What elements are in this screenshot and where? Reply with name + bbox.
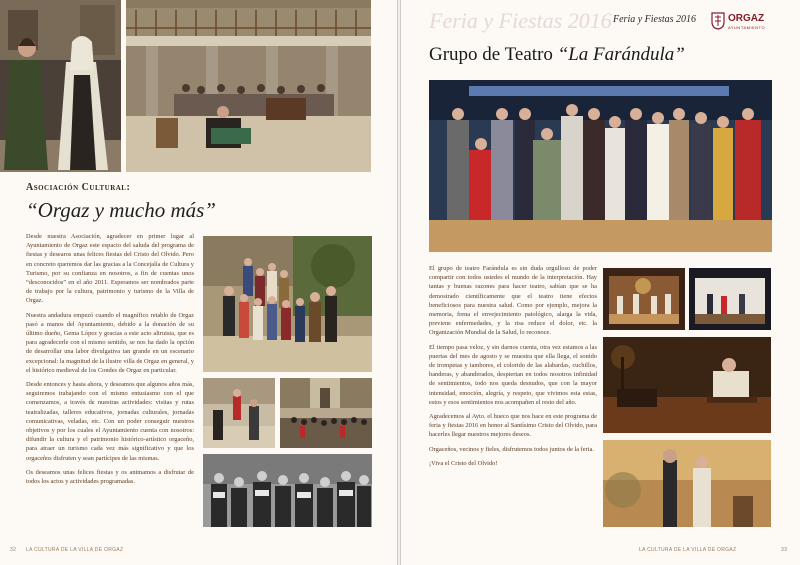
left-paragraph: Os deseamos unas felices fiestas y os animamos a disfrutar de todos los actos y actividades programadas. xyxy=(26,468,194,486)
photo-theatre-cast xyxy=(429,80,772,252)
photo-group-steps xyxy=(203,236,372,372)
title-prefix: Grupo de Teatro xyxy=(429,44,558,65)
coat-of-arms-icon xyxy=(711,12,725,30)
title-group-name: “La Farándula” xyxy=(557,44,685,65)
left-paragraph: Desde nuestra Asociación, agradecer en primer lugar al Ayuntamiento de Orgaz este espacio del saluda del programa de fiestas y desearos unas felices fiestas del Cristo del Olvido. Pero en concreto queremos dar las gracias a la Concejalía de Cultura y Turismo, por su confianza en nosotros, a fin de cuentas unos “desconocidos” en el año 2011. Esperamos ser nombrados parte de trabajo por la cultura, patrimonio y turismo de la Villa de Orgaz. xyxy=(26,233,194,305)
photo-courtyard-theatre xyxy=(126,0,371,172)
photo-bw-group xyxy=(203,454,372,527)
logo-name: ORGAZ xyxy=(728,13,765,24)
header-label: Feria y Fiestas 2016 xyxy=(613,14,697,25)
left-page xyxy=(0,0,397,565)
article-headline: “Orgaz y mucho más” xyxy=(26,198,216,222)
section-kicker: Asociación Cultural: xyxy=(26,182,131,193)
left-paragraph: Desde entonces y hasta ahora, y deseamos que algunos años más, seguiremos trabajando con el mismo entusiasmo con el que comenzamos, a través de nuestras actividades: visitas y rutas teatralizadas, talleres educativos, jornadas culturales, jornadas comunicativas, veladas, etc. Con un poder conseguir nuestros objetivos y por los cuales el Ayuntamiento cuenta con nosotros: difundir la cultura y el patrimonio histórico-artístico orgaceño, para atraer un turismo cada vez más significativo y que los orgaceños disfruten y sean partícipes de las mismas. xyxy=(26,381,194,462)
right-folio: LA CULTURA DE LA VILLA DE ORGAZ xyxy=(639,547,737,553)
right-article-body xyxy=(429,264,597,473)
photo-bench-scene xyxy=(603,337,771,433)
right-paragraph: Agradecemos al Ayto. el hueco que nos hace en este programa de feria y fiestas 2016 en honor al Santísimo Cristo del Olvido, para hacerles llegar nuestros mejores deseos. xyxy=(429,413,597,439)
photo-couple-scene xyxy=(603,440,771,527)
photo-stage-wide-1 xyxy=(603,268,685,330)
photo-street-costumes xyxy=(203,378,275,448)
left-folio: LA CULTURA DE LA VILLA DE ORGAZ xyxy=(26,547,124,553)
photo-stage-wide-2 xyxy=(689,268,771,330)
logo-subtitle: AYUNTAMIENTO xyxy=(728,25,766,30)
right-paragraph: ¡Viva el Cristo del Olvido! xyxy=(429,459,498,467)
right-paragraph: El grupo de teatro Farándula es sin duda orgulloso de poder compartir con todos ustedes el mundo de la interpretación. Hay tantas y buenas razones para hacer teatro, sabían que se ha demostrado científicamente que el teatro tiene efectos beneficiosos para nuestra salud. Como por ejemplo, mejora la memoria, frena el envejecimiento patológico, alarga la vida, previene enfermedades, y la risa reduce el dolor, etc. la Organización Mundial de la Salud, lo reconoce. xyxy=(429,265,597,337)
header-watermark: Feria y Fiestas 2016 xyxy=(429,8,612,33)
photo-costumed-couple xyxy=(0,0,121,172)
photo-plaza-crowd xyxy=(280,378,372,448)
left-article-body xyxy=(26,232,194,491)
right-page xyxy=(401,0,800,565)
left-page-number: 32 xyxy=(10,547,17,553)
right-page-number: 33 xyxy=(781,547,788,553)
article-title xyxy=(429,44,685,66)
right-paragraph: El tiempo pasa veloz, y sin darnos cuenta, otra vez estamos a las puertas del mes de agosto y se muestra que ella llega, el sonido de trompetas y tambores, el colorido de las alabardas, cuchillos, banderas, y abanderados, despiertan en todos nosotros infinidad de sentimientos, todo nos queda desnudos, que con la mayor intensidad, emoción, alegría, y respeto, que vivimos esta estas, estos y esos sentimientos nos acompañen el resto del año. xyxy=(429,343,597,406)
left-paragraph: Nuestra andadura empezó cuando el magnífico retablo de Orgaz pasó a manos del Ayuntamiento, debido a la donación de su último dueño, Gema López y gracias a este acto altruista, que es para agradecerle con el mismo sentido, se nos ha dado la opción de desarrollar una labor divulgativa tan grande en un escenario excepcional: la magnitud de la ilustre villa de Orgaz en general, y el histórico medieval de los Condes de Orgaz en particular. xyxy=(26,311,194,374)
right-paragraph: Orgaceños, vecinos y fieles, disfrutemos todos juntos de la feria. xyxy=(429,445,594,453)
